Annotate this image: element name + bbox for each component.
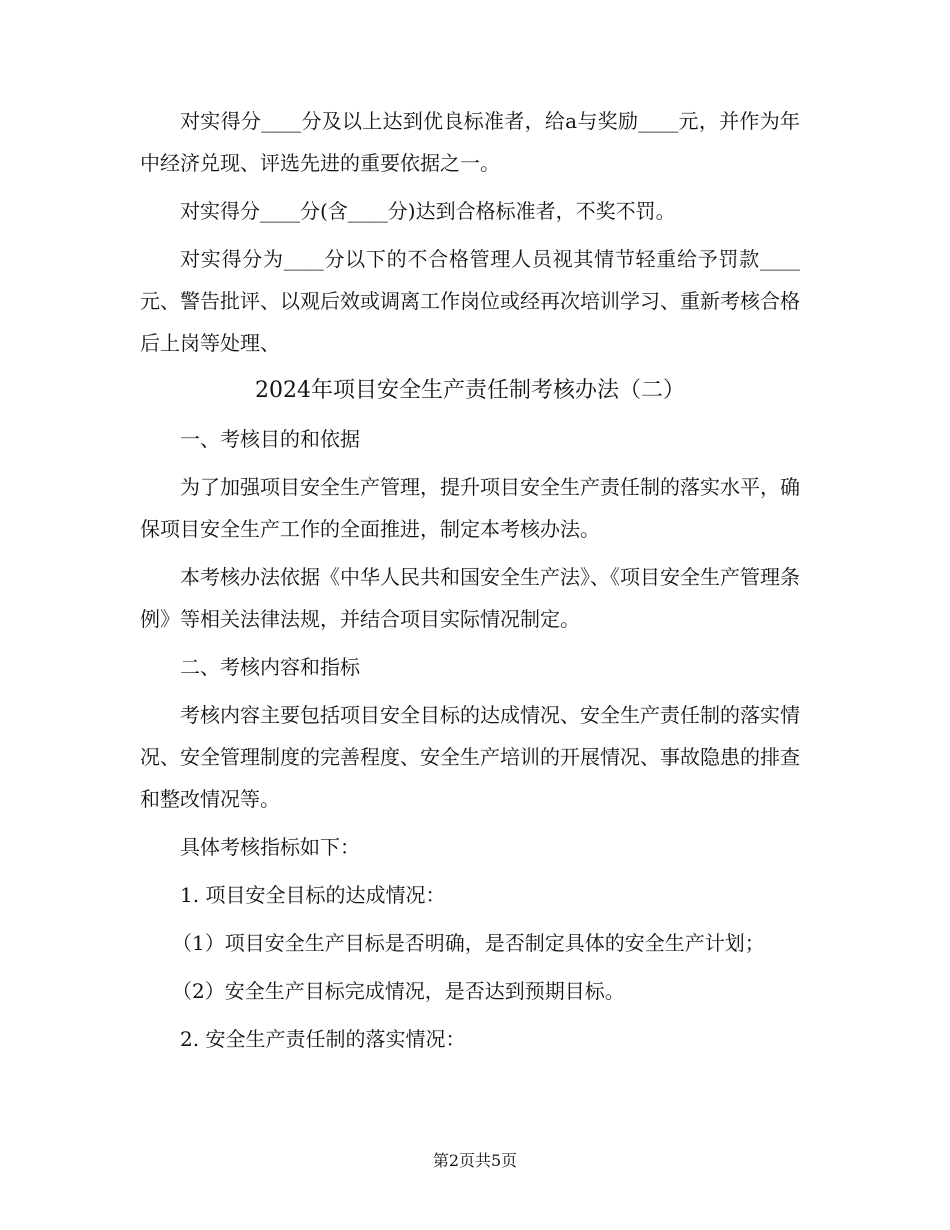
list-subitem-1-1: （1）项目安全生产目标是否明确，是否制定具体的安全生产计划； <box>172 931 765 955</box>
page-footer: 第2页共5页 <box>432 1151 518 1170</box>
paragraph-unqualified-penalty: 对实得分为____分以下的不合格管理人员视其情节轻重给予罚款____元、警告批评、以观后效或调离工作岗位或经再次培训学习、重新考核合格后上岗等处理、 <box>140 247 800 355</box>
paragraph-content: 考核内容主要包括项目安全目标的达成情况、安全生产责任制的落实情况、安全管理制度的完善程度、安全生产培训的开展情况、事故隐患的排查和整改情况等。 <box>140 703 800 811</box>
list-item-1: 1. 项目安全目标的达成情况： <box>180 883 446 907</box>
heading-content: 二、考核内容和指标 <box>180 655 360 679</box>
document-body <box>140 100 800 1066</box>
list-subitem-1-2: （2）安全生产目标完成情况，是否达到预期目标。 <box>172 979 625 1003</box>
paragraph-basis: 本考核办法依据《中华人民共和国安全生产法》、《项目安全生产管理条例》等相关法律法规，并结合项目实际情况制定。 <box>140 565 800 631</box>
paragraph-indicators-intro: 具体考核指标如下： <box>180 835 360 859</box>
list-item-2: 2. 安全生产责任制的落实情况： <box>180 1027 466 1051</box>
section-title: 2024年项目安全生产责任制考核办法（二） <box>255 378 685 403</box>
paragraph-excellent-reward: 对实得分____分及以上达到优良标准者，给a与奖励____元，并作为年中经济兑现、评选先进的重要依据之一。 <box>140 109 800 175</box>
paragraph-purpose: 为了加强项目安全生产管理，提升项目安全生产责任制的落实水平，确保项目安全生产工作的全面推进，制定本考核办法。 <box>140 475 800 541</box>
paragraph-qualified: 对实得分____分(含____分)达到合格标准者，不奖不罚。 <box>180 199 676 223</box>
heading-purpose: 一、考核目的和依据 <box>180 427 360 451</box>
